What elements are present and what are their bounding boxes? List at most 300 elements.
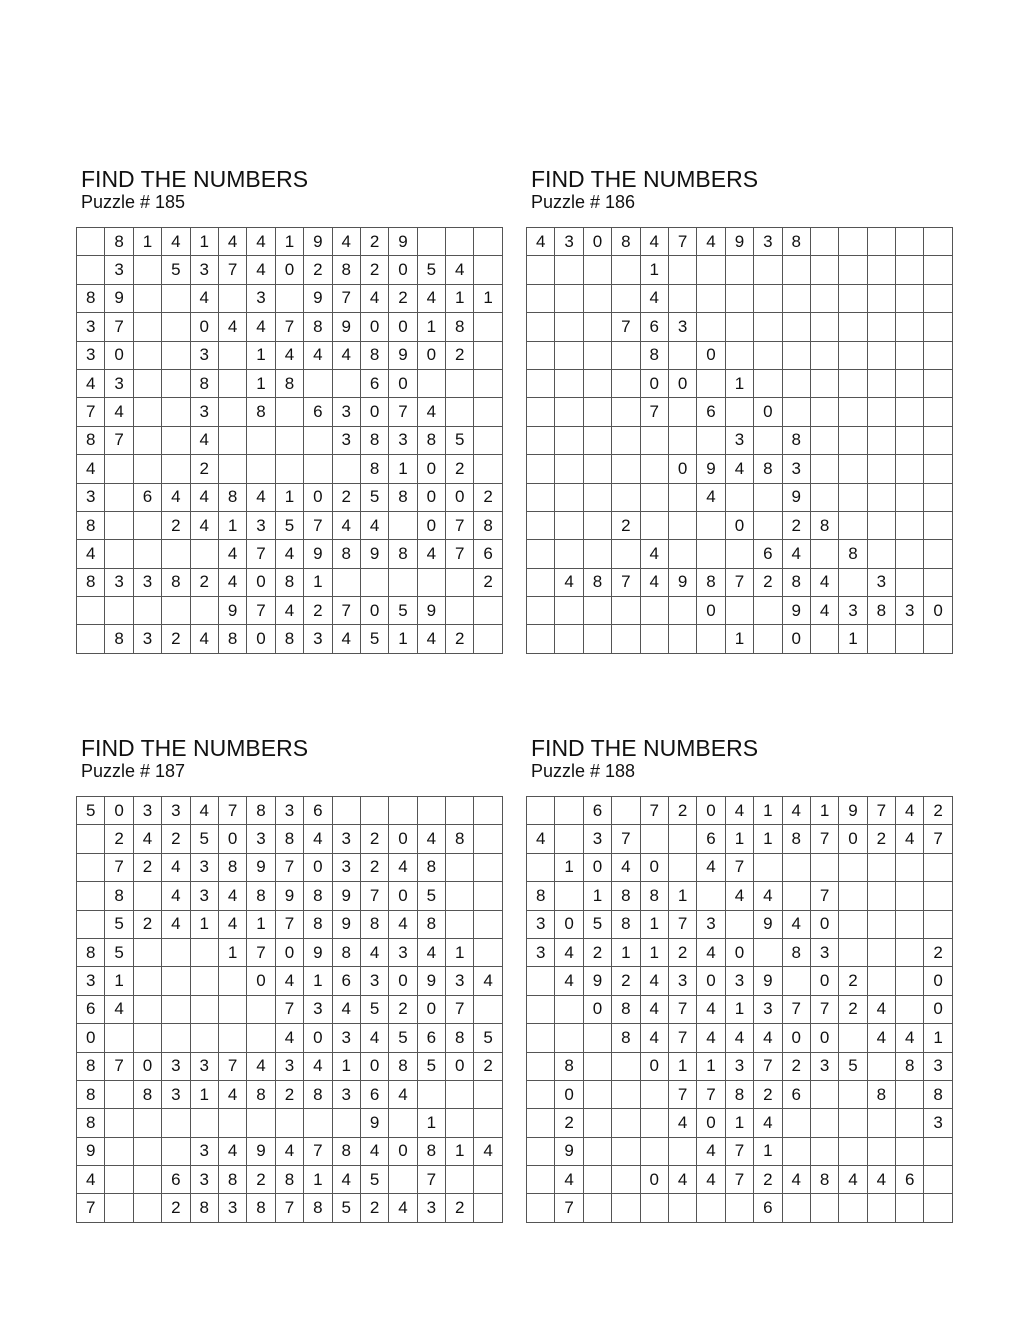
grid-cell: 1 — [134, 228, 162, 256]
grid-cell — [896, 285, 924, 313]
grid-cell: 8 — [191, 1194, 219, 1222]
grid-cell: 0 — [77, 1024, 105, 1052]
grid-cell — [446, 597, 474, 625]
number-grid — [76, 796, 503, 1223]
grid-cell: 8 — [418, 911, 446, 939]
grid-cell: 0 — [924, 996, 952, 1024]
grid-cell: 3 — [333, 398, 361, 426]
grid-cell: 0 — [389, 967, 417, 995]
grid-cell — [669, 625, 697, 653]
grid-cell: 3 — [219, 1194, 247, 1222]
grid-cell: 5 — [361, 625, 389, 653]
grid-cell: 3 — [191, 854, 219, 882]
grid-cell: 1 — [641, 911, 669, 939]
grid-cell — [584, 540, 612, 568]
grid-cell — [612, 540, 640, 568]
grid-cell — [924, 911, 952, 939]
grid-cell: 3 — [333, 854, 361, 882]
grid-cell: 7 — [612, 569, 640, 597]
grid-cell: 2 — [446, 342, 474, 370]
grid-cell: 4 — [219, 1081, 247, 1109]
grid-cell: 0 — [191, 313, 219, 341]
grid-cell — [134, 597, 162, 625]
grid-cell — [726, 484, 754, 512]
grid-cell: 9 — [389, 342, 417, 370]
grid-cell — [697, 540, 725, 568]
grid-cell: 0 — [105, 797, 133, 825]
grid-cell: 2 — [134, 911, 162, 939]
grid-cell: 8 — [134, 1081, 162, 1109]
grid-cell — [474, 882, 502, 910]
grid-cell — [418, 370, 446, 398]
grid-cell: 8 — [105, 882, 133, 910]
grid-cell — [584, 285, 612, 313]
grid-cell: 3 — [726, 967, 754, 995]
grid-cell: 1 — [418, 1109, 446, 1137]
grid-cell — [896, 939, 924, 967]
grid-cell — [896, 427, 924, 455]
grid-cell — [276, 455, 304, 483]
grid-cell — [839, 342, 867, 370]
grid-cell: 3 — [333, 1024, 361, 1052]
grid-cell — [584, 1053, 612, 1081]
grid-cell: 8 — [924, 1081, 952, 1109]
grid-cell — [896, 370, 924, 398]
grid-cell — [839, 370, 867, 398]
grid-cell: 5 — [418, 882, 446, 910]
grid-cell: 8 — [474, 512, 502, 540]
grid-cell — [868, 285, 896, 313]
grid-cell: 4 — [333, 228, 361, 256]
grid-cell: 7 — [276, 854, 304, 882]
grid-cell: 5 — [276, 512, 304, 540]
grid-cell — [105, 1024, 133, 1052]
grid-cell: 2 — [924, 797, 952, 825]
grid-cell: 0 — [555, 911, 583, 939]
grid-cell — [333, 569, 361, 597]
grid-cell: 9 — [304, 285, 332, 313]
grid-cell: 9 — [304, 540, 332, 568]
grid-cell — [839, 228, 867, 256]
grid-cell: 4 — [162, 911, 190, 939]
grid-cell — [754, 256, 782, 284]
grid-cell: 4 — [527, 228, 555, 256]
grid-cell: 4 — [555, 1166, 583, 1194]
grid-cell: 4 — [868, 996, 896, 1024]
grid-cell: 7 — [446, 540, 474, 568]
grid-cell: 1 — [247, 911, 275, 939]
grid-cell: 1 — [276, 484, 304, 512]
grid-cell: 0 — [361, 597, 389, 625]
grid-cell: 8 — [726, 1081, 754, 1109]
grid-cell — [361, 797, 389, 825]
grid-cell: 4 — [247, 313, 275, 341]
grid-cell — [474, 228, 502, 256]
grid-cell — [276, 285, 304, 313]
grid-cell: 2 — [754, 1166, 782, 1194]
grid-cell: 1 — [726, 370, 754, 398]
grid-cell: 4 — [474, 1138, 502, 1166]
grid-cell — [896, 625, 924, 653]
grid-cell: 4 — [276, 540, 304, 568]
grid-cell: 4 — [276, 967, 304, 995]
grid-cell: 4 — [162, 228, 190, 256]
puzzle-title: FIND THE NUMBERS — [531, 735, 759, 761]
grid-cell: 0 — [446, 484, 474, 512]
grid-cell: 2 — [162, 512, 190, 540]
grid-cell — [669, 512, 697, 540]
grid-cell — [726, 540, 754, 568]
grid-cell — [584, 455, 612, 483]
number-grid — [76, 227, 503, 654]
grid-cell: 1 — [839, 625, 867, 653]
grid-cell: 4 — [191, 625, 219, 653]
grid-cell — [584, 313, 612, 341]
grid-cell — [641, 597, 669, 625]
grid-cell — [924, 625, 952, 653]
grid-cell — [783, 342, 811, 370]
grid-cell — [527, 996, 555, 1024]
grid-cell — [134, 939, 162, 967]
grid-cell — [924, 228, 952, 256]
grid-cell — [868, 882, 896, 910]
grid-cell: 3 — [527, 939, 555, 967]
grid-cell — [896, 911, 924, 939]
grid-cell: 3 — [247, 825, 275, 853]
grid-cell — [389, 1166, 417, 1194]
grid-cell: 1 — [612, 939, 640, 967]
grid-cell: 3 — [811, 1053, 839, 1081]
grid-cell: 0 — [783, 1024, 811, 1052]
grid-cell — [697, 512, 725, 540]
grid-cell — [162, 597, 190, 625]
number-grid — [526, 227, 953, 654]
grid-cell: 4 — [304, 825, 332, 853]
grid-cell: 7 — [105, 427, 133, 455]
grid-cell: 4 — [162, 484, 190, 512]
grid-cell — [527, 455, 555, 483]
grid-cell: 8 — [333, 540, 361, 568]
grid-cell — [304, 370, 332, 398]
grid-cell: 9 — [584, 967, 612, 995]
grid-cell — [446, 569, 474, 597]
grid-cell — [555, 285, 583, 313]
grid-cell — [868, 911, 896, 939]
grid-cell: 5 — [333, 1194, 361, 1222]
grid-cell: 4 — [276, 342, 304, 370]
grid-cell: 7 — [219, 797, 247, 825]
grid-cell — [811, 370, 839, 398]
grid-cell — [584, 398, 612, 426]
grid-cell: 5 — [446, 427, 474, 455]
grid-cell — [584, 370, 612, 398]
grid-cell: 1 — [726, 625, 754, 653]
grid-cell: 1 — [555, 854, 583, 882]
grid-cell: 4 — [77, 455, 105, 483]
grid-cell: 9 — [726, 228, 754, 256]
grid-cell — [839, 1024, 867, 1052]
grid-cell — [527, 1138, 555, 1166]
grid-cell: 7 — [697, 1081, 725, 1109]
grid-cell — [474, 455, 502, 483]
grid-cell: 4 — [641, 540, 669, 568]
grid-cell — [612, 370, 640, 398]
grid-cell — [77, 854, 105, 882]
grid-cell: 9 — [247, 854, 275, 882]
grid-cell: 8 — [868, 1081, 896, 1109]
grid-cell — [726, 597, 754, 625]
grid-cell: 4 — [389, 911, 417, 939]
grid-cell: 4 — [105, 398, 133, 426]
grid-cell — [669, 597, 697, 625]
grid-cell: 4 — [669, 1166, 697, 1194]
grid-cell: 0 — [697, 1109, 725, 1137]
grid-cell — [134, 427, 162, 455]
grid-cell: 7 — [669, 911, 697, 939]
grid-cell: 4 — [191, 797, 219, 825]
grid-cell: 1 — [811, 797, 839, 825]
grid-cell — [474, 854, 502, 882]
grid-cell: 3 — [105, 370, 133, 398]
grid-cell: 2 — [361, 825, 389, 853]
grid-cell: 5 — [584, 911, 612, 939]
grid-cell — [304, 427, 332, 455]
grid-cell — [754, 370, 782, 398]
grid-cell: 5 — [361, 484, 389, 512]
grid-cell — [555, 484, 583, 512]
grid-cell: 9 — [333, 882, 361, 910]
grid-cell: 8 — [811, 1166, 839, 1194]
grid-cell: 5 — [474, 1024, 502, 1052]
grid-cell — [839, 1194, 867, 1222]
grid-cell — [474, 370, 502, 398]
grid-cell — [896, 256, 924, 284]
grid-cell — [868, 854, 896, 882]
grid-cell: 3 — [361, 967, 389, 995]
grid-cell — [783, 1194, 811, 1222]
grid-cell: 8 — [77, 427, 105, 455]
grid-cell — [219, 996, 247, 1024]
grid-cell: 3 — [697, 911, 725, 939]
grid-cell: 4 — [191, 427, 219, 455]
grid-cell: 7 — [446, 512, 474, 540]
grid-cell: 0 — [697, 967, 725, 995]
grid-cell — [641, 455, 669, 483]
grid-cell: 4 — [697, 939, 725, 967]
grid-cell — [333, 1109, 361, 1137]
grid-cell: 0 — [304, 484, 332, 512]
grid-cell: 4 — [418, 398, 446, 426]
grid-cell: 9 — [754, 967, 782, 995]
grid-cell: 0 — [839, 825, 867, 853]
grid-cell — [584, 1138, 612, 1166]
puzzle-188 — [526, 735, 954, 1223]
grid-cell — [361, 569, 389, 597]
grid-cell: 0 — [418, 512, 446, 540]
grid-cell: 0 — [361, 313, 389, 341]
grid-cell — [868, 484, 896, 512]
grid-cell: 0 — [697, 342, 725, 370]
grid-cell: 7 — [669, 1081, 697, 1109]
grid-cell — [924, 370, 952, 398]
grid-cell: 2 — [134, 854, 162, 882]
grid-cell — [612, 427, 640, 455]
grid-cell — [584, 427, 612, 455]
grid-cell — [924, 313, 952, 341]
grid-cell — [474, 1109, 502, 1137]
grid-cell — [527, 597, 555, 625]
grid-cell: 8 — [839, 540, 867, 568]
grid-cell: 4 — [418, 285, 446, 313]
grid-cell — [219, 427, 247, 455]
grid-cell: 4 — [697, 228, 725, 256]
grid-cell: 4 — [304, 1053, 332, 1081]
grid-cell: 7 — [418, 1166, 446, 1194]
grid-cell — [134, 1138, 162, 1166]
grid-cell — [584, 256, 612, 284]
grid-cell: 8 — [418, 427, 446, 455]
grid-cell: 8 — [361, 342, 389, 370]
grid-cell: 7 — [868, 797, 896, 825]
grid-cell — [191, 996, 219, 1024]
grid-cell: 7 — [219, 256, 247, 284]
grid-cell — [555, 512, 583, 540]
grid-cell: 4 — [474, 967, 502, 995]
grid-cell: 8 — [77, 1081, 105, 1109]
puzzle-185 — [76, 166, 504, 654]
grid-cell — [754, 625, 782, 653]
grid-cell — [527, 625, 555, 653]
grid-cell — [868, 1109, 896, 1137]
grid-cell: 1 — [669, 882, 697, 910]
grid-cell — [162, 939, 190, 967]
grid-cell: 8 — [783, 939, 811, 967]
grid-cell: 7 — [811, 996, 839, 1024]
grid-cell: 4 — [811, 597, 839, 625]
grid-cell — [555, 625, 583, 653]
grid-cell — [726, 313, 754, 341]
grid-cell: 6 — [754, 1194, 782, 1222]
grid-cell: 0 — [247, 625, 275, 653]
grid-cell: 8 — [783, 825, 811, 853]
grid-cell: 4 — [276, 597, 304, 625]
grid-cell — [811, 427, 839, 455]
grid-cell: 8 — [584, 569, 612, 597]
grid-cell: 3 — [783, 455, 811, 483]
grid-cell — [868, 313, 896, 341]
puzzle-number: Puzzle # 185 — [81, 192, 186, 212]
grid-cell: 7 — [219, 1053, 247, 1081]
grid-cell: 4 — [389, 854, 417, 882]
grid-cell — [555, 427, 583, 455]
grid-cell: 4 — [304, 342, 332, 370]
grid-cell: 7 — [361, 882, 389, 910]
grid-cell — [584, 1166, 612, 1194]
grid-cell — [474, 797, 502, 825]
grid-cell: 6 — [162, 1166, 190, 1194]
grid-cell: 8 — [219, 1166, 247, 1194]
grid-cell — [134, 1109, 162, 1137]
grid-cell — [77, 625, 105, 653]
grid-cell — [726, 342, 754, 370]
grid-cell: 6 — [697, 398, 725, 426]
grid-cell: 4 — [247, 1053, 275, 1081]
grid-cell: 4 — [555, 939, 583, 967]
grid-cell: 2 — [105, 825, 133, 853]
grid-cell — [669, 398, 697, 426]
grid-cell: 2 — [612, 512, 640, 540]
grid-cell: 8 — [697, 569, 725, 597]
grid-cell — [162, 342, 190, 370]
grid-cell: 0 — [304, 854, 332, 882]
grid-cell: 7 — [726, 1166, 754, 1194]
grid-cell: 0 — [726, 512, 754, 540]
grid-cell: 4 — [868, 1166, 896, 1194]
grid-cell: 4 — [191, 484, 219, 512]
grid-cell: 0 — [276, 939, 304, 967]
grid-cell — [726, 398, 754, 426]
grid-cell — [726, 285, 754, 313]
grid-cell: 2 — [446, 1194, 474, 1222]
grid-cell — [839, 512, 867, 540]
grid-cell — [527, 1081, 555, 1109]
grid-cell: 8 — [418, 854, 446, 882]
grid-cell — [474, 1194, 502, 1222]
grid-cell — [811, 1194, 839, 1222]
grid-cell: 7 — [105, 1053, 133, 1081]
grid-cell — [527, 1053, 555, 1081]
grid-cell — [839, 256, 867, 284]
grid-cell — [105, 484, 133, 512]
grid-cell — [77, 228, 105, 256]
grid-cell: 7 — [276, 996, 304, 1024]
grid-cell: 3 — [333, 825, 361, 853]
grid-cell — [612, 342, 640, 370]
grid-cell — [162, 427, 190, 455]
grid-cell — [555, 398, 583, 426]
grid-cell — [811, 342, 839, 370]
grid-cell — [783, 1109, 811, 1137]
grid-cell — [555, 1024, 583, 1052]
grid-cell: 3 — [276, 1053, 304, 1081]
grid-cell — [839, 455, 867, 483]
grid-cell: 4 — [247, 484, 275, 512]
grid-cell: 8 — [276, 625, 304, 653]
grid-cell: 4 — [418, 540, 446, 568]
grid-cell: 4 — [697, 1024, 725, 1052]
grid-cell: 7 — [333, 285, 361, 313]
grid-cell — [333, 370, 361, 398]
grid-cell: 4 — [361, 1138, 389, 1166]
grid-cell — [105, 512, 133, 540]
grid-cell — [474, 1166, 502, 1194]
grid-cell — [527, 398, 555, 426]
grid-cell — [612, 398, 640, 426]
grid-cell — [219, 1109, 247, 1137]
grid-cell — [527, 797, 555, 825]
grid-cell: 3 — [839, 597, 867, 625]
grid-cell: 7 — [105, 854, 133, 882]
grid-cell: 4 — [333, 1166, 361, 1194]
grid-cell — [333, 797, 361, 825]
grid-cell — [105, 1081, 133, 1109]
grid-cell: 3 — [924, 1109, 952, 1137]
grid-cell: 2 — [474, 484, 502, 512]
grid-cell: 4 — [896, 825, 924, 853]
grid-cell — [134, 1194, 162, 1222]
grid-cell: 4 — [418, 939, 446, 967]
grid-cell — [219, 455, 247, 483]
